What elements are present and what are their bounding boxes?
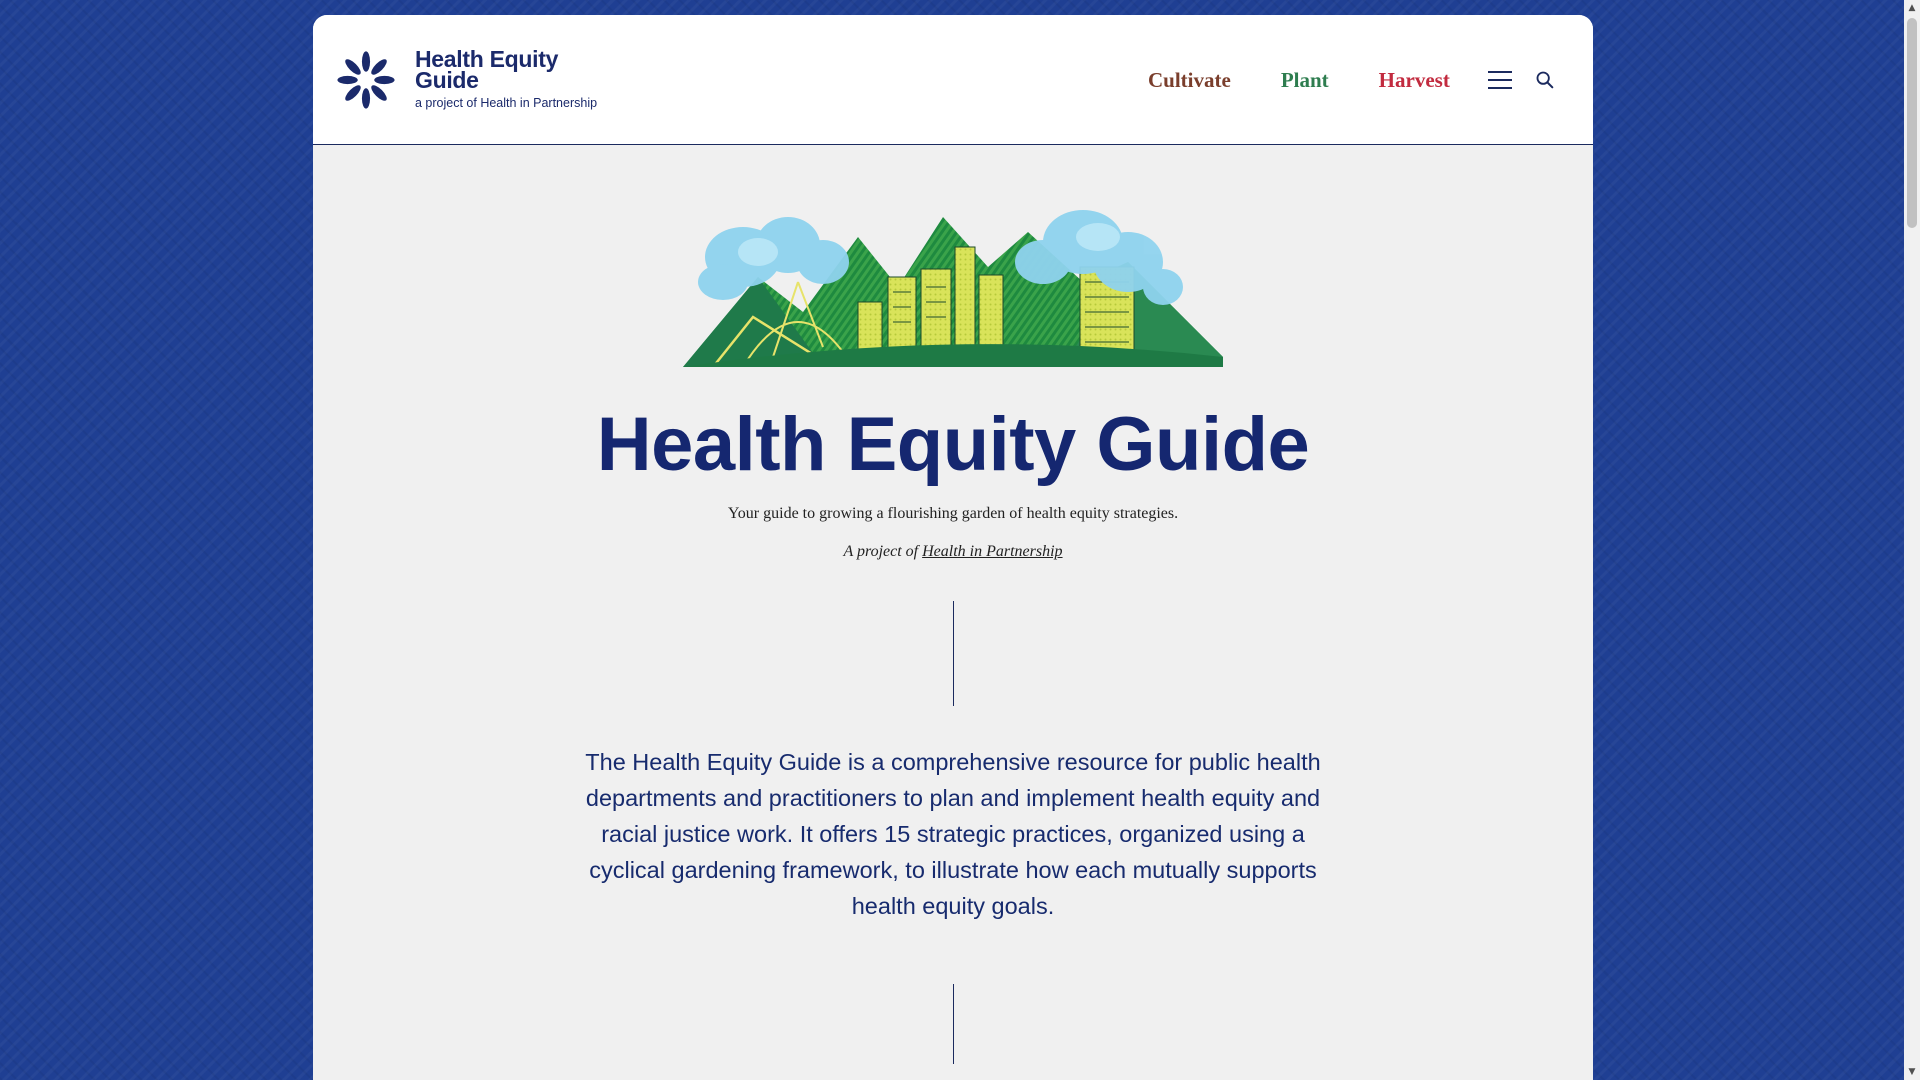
hamburger-icon[interactable] (1488, 71, 1512, 89)
hero-section (313, 207, 1593, 1064)
health-in-partnership-link[interactable]: Health in Partnership (922, 543, 1063, 560)
divider-line (953, 601, 954, 706)
intro-paragraph: The Health Equity Guide is a comprehensive resource for public health departments and practitioners to plan and implement health equity and racial justice work. It offers 15 strategic practices, organized using a cyclical gardening framework, to illustrate how each mutually supports health equity goals. (585, 749, 1321, 919)
divider-line (953, 984, 954, 1064)
tagline: Your guide to growing a flourishing garden of health equity strategies. (727, 505, 1179, 522)
project-credit (313, 543, 1593, 561)
project-prefix: A project of (843, 543, 919, 560)
primary-nav (1148, 15, 1450, 145)
flower-petals-icon (335, 49, 397, 111)
header-tools (1488, 15, 1556, 145)
logo-text (415, 46, 598, 110)
nav-plant[interactable]: Plant (1280, 67, 1329, 92)
scroll-thumb[interactable] (1907, 18, 1917, 228)
site-header (313, 15, 1593, 145)
page-scrollbar[interactable] (1904, 0, 1920, 1080)
nav-harvest[interactable]: Harvest (1378, 67, 1450, 92)
search-icon[interactable] (1534, 69, 1556, 91)
page-container (313, 15, 1593, 1080)
scroll-down-icon[interactable]: ▼ (1908, 1067, 1916, 1077)
site-logo-link[interactable] (335, 46, 598, 111)
mountains-city-clouds-illustration (683, 207, 1223, 367)
nav-cultivate[interactable]: Cultivate (1148, 67, 1231, 92)
logo-subtitle: a project of Health in Partnership (415, 96, 598, 110)
scroll-up-icon[interactable]: ▲ (1908, 3, 1916, 13)
logo-title: Health Equity Guide (415, 46, 559, 93)
page-title: Health Equity Guide (596, 402, 1310, 487)
